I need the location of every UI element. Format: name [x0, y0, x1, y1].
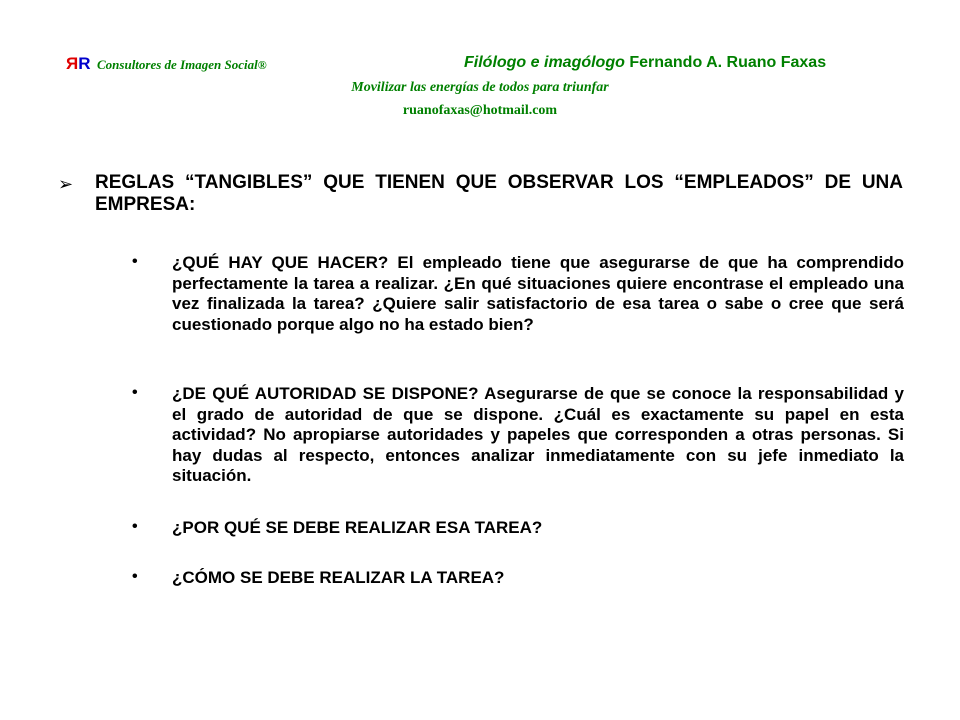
list-item-text: ¿CÓMO SE DEBE REALIZAR LA TAREA? [172, 568, 505, 587]
dot-bullet-icon: • [132, 384, 138, 401]
logo [66, 54, 91, 74]
header [0, 0, 960, 130]
arrow-bullet-icon: ➢ [58, 174, 74, 194]
slogan [0, 80, 960, 96]
slogan-text: Movilizar las energías de todos para triunfar [351, 80, 609, 95]
email: ruanofaxas@hotmail.com [402, 103, 558, 118]
list-item-text: ¿DE QUÉ AUTORIDAD SE DISPONE? Asegurarse de que se conoce la responsabilidad y el grado de autoridad de que se dispone. ¿Cuál es exactamente su papel en esta actividad? No apropiarse autoridades y papeles que corresponden a otras personas. Si hay dudas al respecto, entonces analizar inmediatamente con su jefe inmediato la situación. [172, 384, 904, 485]
registered-mark: ® [257, 58, 267, 72]
list-item-text: ¿QUÉ HAY QUE HACER? El empleado tiene que asegurarse de que ha comprendido perfectamente la tarea a realizar. ¿En qué situaciones quiere encontrase el empleado una vez finalizada la tarea? ¿Quiere salir satisfactorio de esa tarea o sabe o cree que será cuestionado porque algo no ha estado bien? [172, 253, 904, 334]
author-role: Filólogo e imagólogo [464, 54, 625, 71]
author-name: Fernando A. Ruano Faxas [629, 54, 827, 71]
dot-bullet-icon: • [132, 518, 138, 535]
logo-r: R [78, 54, 91, 73]
section-heading: REGLAS “TANGIBLES” QUE TIENEN QUE OBSERVAR LOS “EMPLEADOS” DE UNA EMPRESA: [95, 172, 903, 215]
company-name-text: Consultores de Imagen Social [97, 57, 258, 72]
dot-bullet-icon: • [132, 568, 138, 585]
logo-mirrored-r: Я [66, 54, 79, 73]
author-line [464, 54, 826, 72]
company-name [97, 57, 267, 73]
dot-bullet-icon: • [132, 253, 138, 270]
list-item-text: ¿POR QUÉ SE DEBE REALIZAR ESA TAREA? [172, 518, 543, 537]
